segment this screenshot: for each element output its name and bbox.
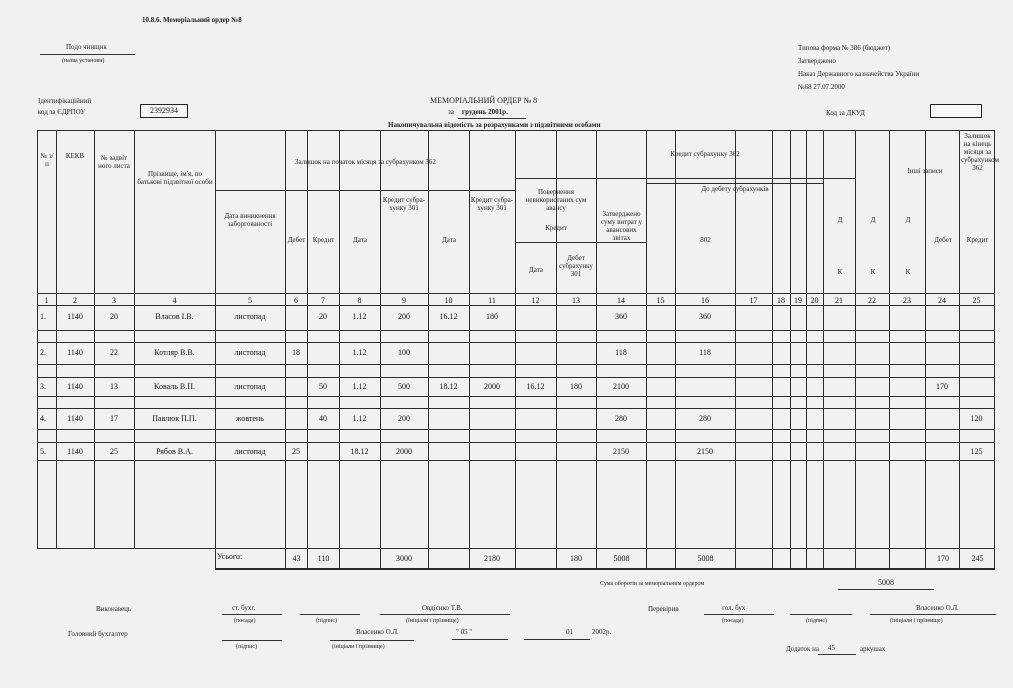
totals-reflected: 5008 bbox=[613, 554, 630, 563]
vline bbox=[56, 130, 57, 548]
checked-pos-caption: (посада) bbox=[722, 618, 744, 624]
rule-debit-group bbox=[646, 183, 823, 184]
hdr-credit-group: Кредит субрахунку 362 bbox=[670, 150, 740, 158]
hdr-end-balance: Залишок на кінець місяця за субрахунком 362 bbox=[961, 132, 999, 173]
rule-row bbox=[37, 377, 995, 378]
form-line-2: Затверджено bbox=[798, 57, 836, 65]
hdr-d1: Д bbox=[837, 216, 843, 224]
rule-totals-top bbox=[37, 548, 995, 549]
column-number: 5 bbox=[248, 296, 252, 305]
hdr-debit: Дебет bbox=[287, 236, 306, 244]
table-cell-c301: 2000 bbox=[396, 447, 412, 456]
vline bbox=[646, 130, 647, 568]
vline bbox=[994, 130, 995, 568]
column-number: 1 bbox=[44, 296, 49, 305]
code-box: 2392934 bbox=[140, 104, 188, 118]
table-cell-deb: 18 bbox=[292, 348, 300, 357]
hdr-d2: Д bbox=[870, 216, 876, 224]
vline bbox=[790, 130, 791, 568]
vline bbox=[925, 130, 926, 568]
subtitle: Накопичувальна відомість за розрахунками з підзвітними особами bbox=[388, 121, 601, 129]
hdr-credit: Кредит bbox=[312, 236, 335, 244]
chief-name: Власенко О.Л. bbox=[356, 628, 399, 636]
chief-sign-line bbox=[222, 640, 282, 641]
vline bbox=[307, 130, 308, 568]
table-cell-d1: 1.12 bbox=[352, 348, 367, 357]
table-cell-d3: 16.12 bbox=[526, 382, 545, 391]
table-cell-deb: 25 bbox=[292, 447, 300, 456]
form-line-1: Типова форма № 386 (бюджет) bbox=[798, 44, 891, 52]
vline bbox=[428, 130, 429, 568]
column-number: 10 bbox=[444, 296, 453, 305]
hdr-returned: Повернення невикористаних сум авансу bbox=[525, 188, 587, 213]
table-cell-c301: 200 bbox=[398, 414, 410, 423]
column-number: 24 bbox=[938, 296, 946, 305]
table-cell-date: листопад bbox=[234, 447, 266, 456]
code-label-2: код за ЄДРПОУ bbox=[38, 108, 86, 116]
table-cell-d1: 1.12 bbox=[352, 382, 367, 391]
table-cell-cred: 50 bbox=[319, 382, 327, 391]
hdr-date2: Дата bbox=[442, 236, 456, 244]
column-number: 3 bbox=[112, 296, 116, 305]
totals-802: 5008 bbox=[697, 554, 714, 563]
column-number: 22 bbox=[868, 296, 876, 305]
table-cell-n: 4. bbox=[40, 414, 46, 423]
table-cell-e_cred: 120 bbox=[970, 414, 983, 423]
checked-name-line bbox=[870, 614, 996, 615]
vline bbox=[37, 130, 38, 548]
checked-name: Власенко О.Л. bbox=[916, 604, 959, 612]
table-cell-name: Котляр В.В. bbox=[154, 348, 195, 357]
hdr-debit301: Дебет субрахунку 301 bbox=[559, 254, 593, 279]
sum-label: Сума оборотів за меморіальним ордером bbox=[600, 581, 705, 587]
column-number: 4 bbox=[172, 296, 177, 305]
table-cell-date: листопад bbox=[234, 382, 266, 391]
prepared-sign-line bbox=[300, 614, 360, 615]
table-cell-s802: 360 bbox=[699, 312, 711, 321]
hdr-reflected: Затверджено суму витрат у авансових звітах bbox=[600, 210, 643, 243]
table-cell-n: 3. bbox=[40, 382, 46, 391]
checked-name-caption: (ініціали і прізвище) bbox=[890, 618, 943, 624]
prepared-position: ст. бухг. bbox=[232, 604, 256, 612]
rule-row bbox=[37, 330, 995, 331]
prepared-name-line bbox=[380, 614, 510, 615]
table-cell-e_cred: 125 bbox=[970, 447, 983, 456]
table-cell-acc: 22 bbox=[110, 348, 118, 357]
chief-name-caption: (ініціали і прізвище) bbox=[332, 644, 385, 650]
totals-credit301b: 2180 bbox=[484, 554, 500, 563]
prepared-label: Виконавець bbox=[96, 605, 132, 613]
table-cell-refl: 2100 bbox=[613, 382, 629, 391]
hdr-other: Інші записи bbox=[907, 167, 943, 175]
table-cell-name: Власов І.В. bbox=[155, 312, 194, 321]
table-cell-c301: 200 bbox=[398, 312, 410, 321]
vline bbox=[959, 130, 960, 568]
column-number: 19 bbox=[794, 296, 802, 305]
hdr-d3: Д bbox=[905, 216, 911, 224]
rule-row bbox=[37, 364, 995, 365]
table-cell-name: Коваль В.П. bbox=[154, 382, 195, 391]
totals-debit301: 180 bbox=[570, 554, 582, 563]
column-number: 15 bbox=[656, 296, 665, 305]
table-cell-refl: 360 bbox=[615, 312, 627, 321]
totals-credit301: 3000 bbox=[396, 554, 412, 563]
rule-colnum-top bbox=[37, 293, 995, 294]
hdr-end-debit: Дебет bbox=[934, 236, 952, 244]
table-cell-cred: 20 bbox=[319, 312, 327, 321]
column-number: 12 bbox=[531, 296, 540, 305]
prepared-sign-caption: (підпис) bbox=[316, 618, 338, 624]
form-line-3: Наказ Державного казначейства України bbox=[798, 70, 920, 78]
hdr-k2: К bbox=[870, 268, 876, 276]
prepared-name: Овдієнко Т.В. bbox=[422, 604, 463, 612]
table-cell-n: 2. bbox=[40, 348, 46, 357]
rule-row bbox=[37, 442, 995, 443]
column-number: 11 bbox=[488, 296, 496, 305]
column-number: 23 bbox=[903, 296, 911, 305]
column-number: 6 bbox=[294, 296, 298, 305]
table-cell-e_deb: 170 bbox=[936, 382, 948, 391]
table-cell-refl: 2150 bbox=[613, 447, 629, 456]
date-year: 2002р. bbox=[592, 628, 612, 636]
rule-credit-sub bbox=[515, 178, 855, 179]
table-cell-d1: 18.12 bbox=[350, 447, 369, 456]
vline bbox=[855, 130, 856, 568]
org-underline bbox=[40, 54, 135, 55]
rule-top bbox=[37, 130, 995, 131]
table-cell-c301b: 180 bbox=[486, 312, 498, 321]
prepared-pos-caption: (посада) bbox=[234, 618, 256, 624]
table-cell-refl: 118 bbox=[615, 348, 627, 357]
hdr-802: 802 bbox=[700, 236, 711, 244]
table-cell-c301b: 2000 bbox=[484, 382, 500, 391]
table-cell-n: 5. bbox=[40, 447, 46, 456]
hdr-credit-sub: Кредит bbox=[545, 224, 567, 232]
table-cell-n: 1. bbox=[40, 312, 46, 321]
table-cell-cred: 40 bbox=[319, 414, 327, 423]
table-cell-name: Рябов В.А. bbox=[156, 447, 193, 456]
date-month: 01 bbox=[566, 628, 573, 636]
column-number: 14 bbox=[617, 296, 625, 305]
column-number: 25 bbox=[972, 296, 981, 305]
table-cell-kekv: 1140 bbox=[67, 312, 83, 321]
totals-end-debit: 170 bbox=[937, 554, 949, 563]
table-cell-kekv: 1140 bbox=[67, 348, 83, 357]
column-number: 7 bbox=[321, 296, 325, 305]
vline bbox=[515, 130, 516, 568]
rule-row bbox=[37, 396, 995, 397]
column-number: 13 bbox=[572, 296, 580, 305]
prepared-pos-line bbox=[222, 614, 282, 615]
table-cell-acc: 20 bbox=[110, 312, 118, 321]
form-line-4: №68 27.07.2000 bbox=[798, 83, 845, 91]
vline bbox=[806, 130, 807, 568]
date-day-line bbox=[452, 639, 508, 640]
prepared-name-caption: (ініціали і прізвище) bbox=[406, 618, 459, 624]
table-cell-s802: 280 bbox=[699, 414, 711, 423]
ledger-table bbox=[37, 130, 999, 568]
checked-sign-caption: (підпис) bbox=[806, 618, 828, 624]
table-cell-kekv: 1140 bbox=[67, 447, 83, 456]
table-cell-d2: 18.12 bbox=[439, 382, 458, 391]
hdr-kekv: КЕКВ bbox=[65, 152, 85, 160]
column-number: 16 bbox=[701, 296, 709, 305]
table-cell-c301: 500 bbox=[398, 382, 410, 391]
table-cell-kekv: 1140 bbox=[67, 382, 83, 391]
vline bbox=[94, 130, 95, 548]
hdr-name: Прізвище, ім'я, по батькові підзвітної особи bbox=[137, 170, 213, 187]
rule-row bbox=[37, 429, 995, 430]
table-cell-s802: 2150 bbox=[697, 447, 713, 456]
vline bbox=[889, 130, 890, 568]
checked-label: Перевірив bbox=[648, 605, 679, 613]
table-cell-acc: 25 bbox=[110, 447, 118, 456]
rule-row bbox=[37, 342, 995, 343]
checked-position: гол. бух bbox=[722, 604, 746, 612]
hdr-date: Дата bbox=[353, 236, 367, 244]
checked-pos-line bbox=[704, 614, 774, 615]
hdr-account: № задвіт ного листа bbox=[98, 154, 130, 171]
date-day: " 05 " bbox=[456, 628, 473, 636]
chief-name-line bbox=[330, 640, 414, 641]
hdr-debit-group: До дебету субрахунків bbox=[701, 185, 769, 193]
dkud-label: Код за ДКУД bbox=[826, 109, 865, 117]
column-number: 20 bbox=[810, 296, 819, 305]
chief-label: Головний бухгалтер bbox=[68, 630, 128, 638]
sum-value: 5008 bbox=[878, 578, 894, 587]
org-name: Подо чинщик bbox=[66, 43, 107, 51]
rule-row bbox=[37, 408, 995, 409]
table-cell-d2: 16.12 bbox=[439, 312, 458, 321]
hdr-num: № з/п bbox=[40, 152, 54, 169]
column-number: 17 bbox=[749, 296, 758, 305]
column-number: 8 bbox=[357, 296, 362, 305]
code-label-1: Ідентифікаційний bbox=[38, 97, 92, 105]
column-number: 21 bbox=[835, 296, 843, 305]
dkud-box bbox=[930, 104, 982, 118]
date-underline bbox=[458, 118, 526, 119]
table-cell-d1: 1.12 bbox=[352, 414, 367, 423]
vline bbox=[772, 130, 773, 568]
vline bbox=[134, 130, 135, 548]
hdr-date-issue: Дата виникнення заборгованості bbox=[224, 212, 276, 229]
totals-credit: 110 bbox=[317, 554, 330, 563]
table-cell-date: листопад bbox=[234, 348, 266, 357]
corner-title: 10.8.6. Меморіальний ордер №8 bbox=[142, 16, 242, 24]
vline bbox=[735, 130, 736, 568]
hdr-credit301: Кредит субра- хунку 301 bbox=[382, 196, 426, 213]
totals-label: Усього: bbox=[217, 552, 243, 561]
attach-line bbox=[818, 654, 856, 655]
table-cell-date: жовтень bbox=[236, 414, 264, 423]
hdr-k3: К bbox=[905, 268, 911, 276]
column-number: 2 bbox=[73, 296, 77, 305]
chief-sign-caption: (підпис) bbox=[236, 644, 258, 650]
table-cell-acc: 13 bbox=[110, 382, 118, 391]
table-cell-name: Павлюк П.П. bbox=[152, 414, 197, 423]
hdr-credit301b: Кредит субра- хунку 301 bbox=[470, 196, 514, 213]
date-prefix: за bbox=[448, 108, 454, 116]
table-cell-s802: 118 bbox=[699, 348, 711, 357]
vline bbox=[823, 130, 824, 568]
attach-label: Додаток на bbox=[786, 645, 820, 653]
table-cell-refl: 280 bbox=[615, 414, 627, 423]
rule-totals-bottom bbox=[215, 568, 995, 570]
sum-underline bbox=[838, 589, 934, 590]
table-cell-c301: 100 bbox=[398, 348, 410, 357]
totals-debit: 43 bbox=[292, 554, 301, 563]
table-cell-acc: 17 bbox=[110, 414, 118, 423]
attach-suffix: аркушах bbox=[860, 645, 886, 653]
hdr-balance-group: Залишок на початок місяця за субрахунком 362 bbox=[295, 158, 436, 166]
table-cell-d1: 1.12 bbox=[352, 312, 367, 321]
date-month-line bbox=[524, 639, 590, 640]
document-title: МЕМОРІАЛЬНИЙ ОРДЕР № 8 bbox=[430, 96, 538, 105]
table-cell-date: листопад bbox=[234, 312, 266, 321]
rule-colnum-bottom bbox=[37, 305, 995, 306]
attach-value: 45 bbox=[828, 644, 835, 652]
checked-sign-line bbox=[790, 614, 852, 615]
hdr-k1: К bbox=[837, 268, 843, 276]
org-caption: (назва установи) bbox=[62, 58, 105, 64]
rule-balance-sub bbox=[215, 190, 516, 191]
table-cell-kekv: 1140 bbox=[67, 414, 83, 423]
hdr-end-credit: Кредит bbox=[966, 236, 989, 244]
totals-end-credit: 245 bbox=[971, 554, 984, 563]
table-cell-deb301: 180 bbox=[570, 382, 582, 391]
hdr-date3: Дата bbox=[529, 266, 543, 274]
rule-row bbox=[37, 460, 995, 461]
column-number: 9 bbox=[402, 296, 406, 305]
date-value: грудень 2001р. bbox=[462, 108, 508, 116]
column-number: 18 bbox=[777, 296, 785, 305]
